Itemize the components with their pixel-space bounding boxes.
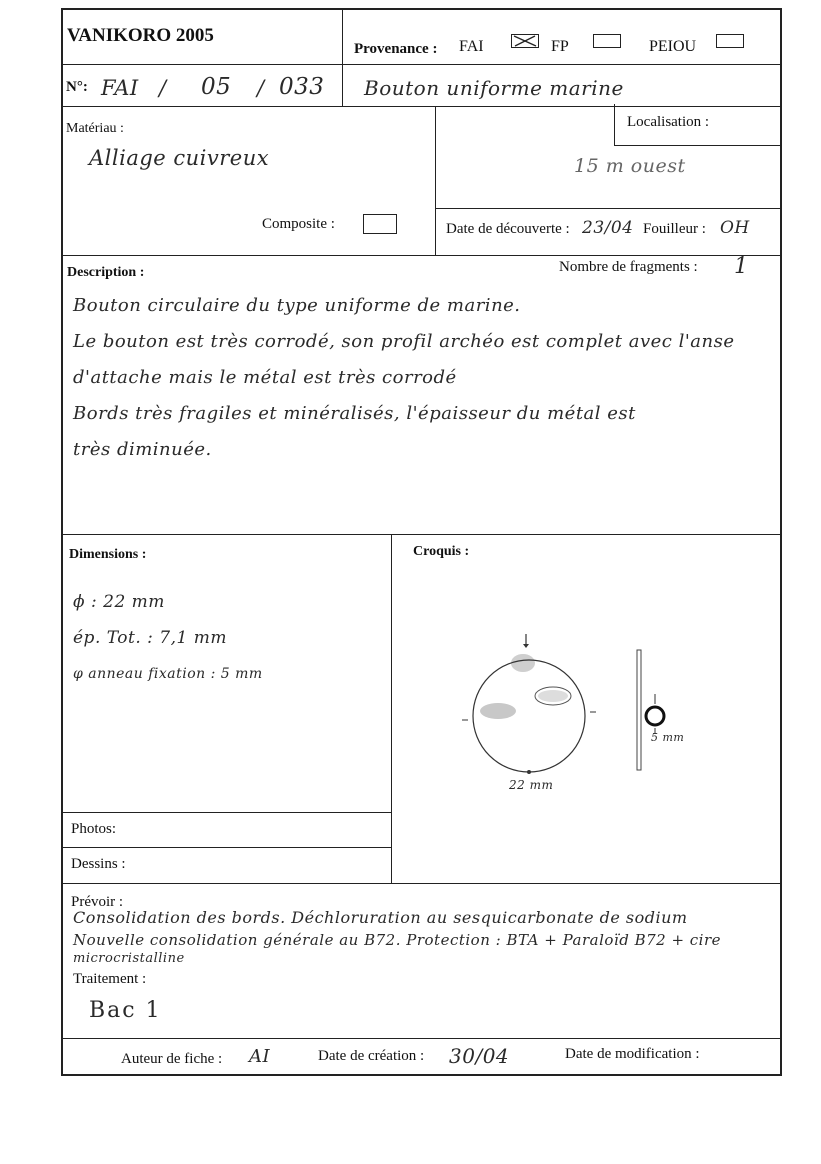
sketch-ring-label: 5 mm	[651, 731, 685, 744]
description-text	[73, 288, 735, 468]
fragments-value: 1	[734, 254, 749, 279]
dimensions-label: Dimensions :	[69, 547, 147, 562]
row-line-3	[61, 255, 782, 256]
row-line-6	[61, 847, 391, 848]
treatment-value: Bac 1	[89, 998, 162, 1023]
number-sequence: 033	[279, 74, 325, 100]
border-right	[780, 8, 782, 1076]
description-line-2: Le bouton est très corrodé, son profil archéo est complet avec l'anse	[73, 331, 735, 352]
col-line-header	[342, 8, 343, 106]
option-fp-checkbox[interactable]	[593, 34, 621, 48]
border-top	[61, 8, 782, 10]
description-line-4: Bords très fragiles et minéralisés, l'épaisseur du métal est	[73, 403, 636, 424]
description-label: Description :	[67, 265, 145, 280]
dimension-thickness: ép. Tot. : 7,1 mm	[73, 628, 227, 648]
treatment-label: Traitement :	[73, 971, 147, 987]
plan-line-3: microcristalline	[73, 951, 185, 966]
localisation-box-bottom	[614, 145, 782, 146]
option-fai-label: FAI	[459, 38, 484, 55]
photos-label: Photos:	[71, 821, 117, 837]
record-sheet	[61, 8, 782, 1076]
row-line-8	[61, 1038, 782, 1039]
discovery-date-value: 23/04	[582, 218, 634, 238]
border-bottom	[61, 1074, 782, 1076]
dimension-diameter: ϕ : 22 mm	[73, 592, 165, 612]
dimensions-values	[73, 584, 263, 692]
row-line-7	[61, 883, 782, 884]
row-line-4	[61, 534, 782, 535]
option-fai-checkbox[interactable]	[511, 34, 539, 48]
option-peiou-checkbox[interactable]	[716, 34, 744, 48]
option-fp-label: FP	[551, 38, 569, 55]
number-prefix: FAI	[101, 76, 139, 100]
discovery-date-label: Date de découverte :	[446, 221, 570, 237]
author-value: AI	[249, 1046, 271, 1067]
row-line-2	[61, 106, 782, 107]
creation-date-label: Date de création :	[318, 1048, 425, 1064]
description-line-3: d'attache mais le métal est très corrodé	[73, 367, 457, 388]
digger-value: OH	[720, 218, 750, 238]
col-line-material	[435, 106, 436, 255]
number-label: N°:	[66, 79, 88, 95]
object-name: Bouton uniforme marine	[364, 76, 624, 100]
col-line-dimensions	[391, 534, 392, 883]
dimension-ring: φ anneau fixation : 5 mm	[73, 666, 263, 682]
number-separator-2: /	[257, 76, 265, 100]
composite-checkbox[interactable]	[363, 214, 397, 234]
form-title: VANIKORO 2005	[67, 25, 214, 46]
row-line-1	[61, 64, 782, 65]
plan-line-2: Nouvelle consolidation générale au B72. Protection : BTA + Paraloïd B72 + cire	[73, 931, 722, 949]
provenance-label: Provenance :	[354, 41, 438, 57]
fragments-label: Nombre de fragments :	[559, 259, 698, 275]
description-line-5: très diminuée.	[73, 439, 212, 460]
row-line-5	[61, 812, 391, 813]
discovery-line	[435, 208, 782, 209]
digger-label: Fouilleur :	[643, 221, 706, 237]
number-separator-1: /	[159, 76, 167, 100]
localisation-label: Localisation :	[627, 114, 710, 130]
creation-date-value: 30/04	[449, 1044, 510, 1068]
material-label: Matériau :	[66, 121, 124, 136]
description-line-1: Bouton circulaire du type uniforme de marine.	[73, 295, 521, 316]
material-value: Alliage cuivreux	[89, 146, 270, 170]
author-label: Auteur de fiche :	[121, 1051, 223, 1067]
composite-label: Composite :	[262, 216, 335, 232]
border-left	[61, 8, 63, 1076]
number-year: 05	[201, 74, 232, 100]
drawings-label: Dessins :	[71, 856, 126, 872]
button-sketch-drawing	[456, 628, 756, 808]
sketch-diameter-label: 22 mm	[509, 778, 554, 792]
plan-label: Prévoir :	[71, 894, 124, 910]
localisation-value: 15 m ouest	[574, 155, 686, 177]
option-peiou-label: PEIOU	[649, 38, 697, 55]
localisation-box-left	[614, 104, 615, 146]
modification-date-label: Date de modification :	[565, 1046, 700, 1062]
plan-text	[73, 906, 721, 966]
check-mark-icon	[512, 35, 538, 47]
plan-line-1: Consolidation des bords. Déchloruration au sesquicarbonate de sodium	[73, 908, 688, 927]
sketch-label: Croquis :	[413, 544, 470, 559]
